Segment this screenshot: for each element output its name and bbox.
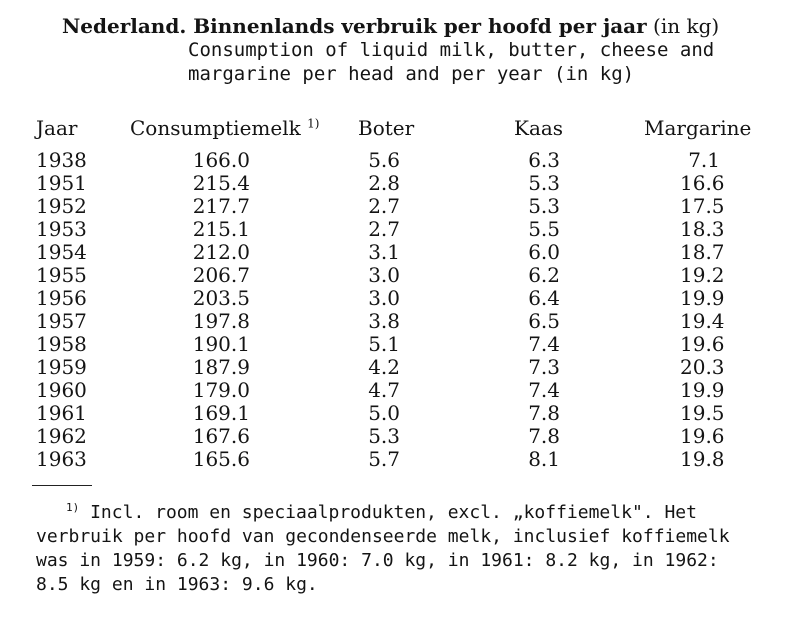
cell-cheese: 6.0	[528, 240, 560, 264]
cell-cheese: 7.8	[528, 424, 560, 448]
cell-margarine: 19.5	[680, 401, 725, 425]
table-row	[0, 171, 800, 193]
cell-milk: 203.5	[192, 286, 250, 310]
cell-margarine: 19.9	[680, 286, 725, 310]
footnote-marker: 1)	[66, 501, 80, 514]
cell-butter: 3.0	[368, 263, 400, 287]
footnote-line1-text: Incl. room en speciaalprodukten, excl. „koffiemelk". Het	[90, 502, 697, 523]
cell-butter: 2.8	[368, 171, 400, 195]
table-row	[0, 355, 800, 377]
cell-milk: 167.6	[192, 424, 250, 448]
cell-butter: 5.7	[368, 447, 400, 471]
cell-cheese: 5.3	[528, 171, 560, 195]
cell-year: 1962	[36, 424, 87, 448]
title-dutch	[62, 14, 719, 38]
cell-butter: 5.0	[368, 401, 400, 425]
cell-year: 1956	[36, 286, 87, 310]
footnote	[36, 496, 776, 597]
cell-margarine: 19.4	[680, 309, 725, 333]
cell-butter: 5.1	[368, 332, 400, 356]
cell-year: 1958	[36, 332, 87, 356]
cell-margarine: 19.6	[680, 332, 725, 356]
cell-year: 1952	[36, 194, 87, 218]
cell-milk: 215.1	[192, 217, 250, 241]
cell-butter: 2.7	[368, 194, 400, 218]
table-row	[0, 148, 800, 170]
cell-milk: 190.1	[192, 332, 250, 356]
cell-butter: 5.3	[368, 424, 400, 448]
cell-margarine: 20.3	[680, 355, 725, 379]
cell-margarine: 16.6	[680, 171, 725, 195]
table-row	[0, 309, 800, 331]
footnote-line4: 8.5 kg en in 1963: 9.6 kg.	[36, 574, 318, 595]
table-row	[0, 240, 800, 262]
table-row	[0, 263, 800, 285]
cell-year: 1938	[36, 148, 87, 172]
cell-year: 1951	[36, 171, 87, 195]
title-english-line2: margarine per head and per year (in kg)	[188, 63, 635, 85]
header-milk-note: 1)	[307, 116, 320, 131]
cell-cheese: 6.3	[528, 148, 560, 172]
cell-milk: 212.0	[192, 240, 250, 264]
cell-milk: 165.6	[192, 447, 250, 471]
table-row	[0, 378, 800, 400]
title-dutch-bold: Nederland. Binnenlands verbruik per hoofd per jaar	[62, 14, 647, 38]
title-unit: (in kg)	[653, 14, 720, 38]
cell-margarine: 18.3	[680, 217, 725, 241]
table-row	[0, 447, 800, 469]
cell-cheese: 5.3	[528, 194, 560, 218]
footnote-line3: was in 1959: 6.2 kg, in 1960: 7.0 kg, in 1961: 8.2 kg, in 1962:	[36, 550, 719, 571]
cell-year: 1957	[36, 309, 87, 333]
cell-margarine: 19.8	[680, 447, 725, 471]
cell-margarine: 19.9	[680, 378, 725, 402]
cell-butter: 4.2	[368, 355, 400, 379]
cell-butter: 3.8	[368, 309, 400, 333]
cell-margarine: 19.6	[680, 424, 725, 448]
cell-margarine: 17.5	[680, 194, 725, 218]
cell-milk: 187.9	[192, 355, 250, 379]
footnote-line2: verbruik per hoofd van gecondenseerde melk, inclusief koffiemelk	[36, 526, 730, 547]
header-cheese: Kaas	[514, 116, 564, 140]
cell-year: 1963	[36, 447, 87, 471]
table-row	[0, 217, 800, 239]
cell-cheese: 7.4	[528, 378, 560, 402]
cell-margarine: 18.7	[680, 240, 725, 264]
cell-year: 1955	[36, 263, 87, 287]
header-margarine: Margarine	[644, 116, 752, 140]
cell-butter: 5.6	[368, 148, 400, 172]
cell-milk: 215.4	[192, 171, 250, 195]
cell-milk: 206.7	[192, 263, 250, 287]
cell-margarine: 7.1	[688, 148, 720, 172]
cell-milk: 197.8	[192, 309, 250, 333]
header-milk-label: Consumptiemelk	[130, 116, 301, 140]
cell-butter: 3.0	[368, 286, 400, 310]
header-butter: Boter	[358, 116, 415, 140]
cell-cheese: 6.5	[528, 309, 560, 333]
cell-year: 1954	[36, 240, 87, 264]
cell-margarine: 19.2	[680, 263, 725, 287]
cell-cheese: 7.4	[528, 332, 560, 356]
cell-cheese: 5.5	[528, 217, 560, 241]
cell-cheese: 7.8	[528, 401, 560, 425]
title-english	[188, 38, 768, 86]
cell-year: 1960	[36, 378, 87, 402]
cell-milk: 166.0	[192, 148, 250, 172]
header-year: Jaar	[36, 116, 78, 140]
title-english-line1: Consumption of liquid milk, butter, cheese and	[188, 39, 715, 61]
footnote-divider	[32, 485, 92, 486]
footnote-line1	[36, 496, 776, 525]
cell-cheese: 6.4	[528, 286, 560, 310]
table-row	[0, 286, 800, 308]
cell-milk: 217.7	[192, 194, 250, 218]
cell-butter: 2.7	[368, 217, 400, 241]
cell-milk: 169.1	[192, 401, 250, 425]
cell-cheese: 6.2	[528, 263, 560, 287]
cell-milk: 179.0	[192, 378, 250, 402]
cell-butter: 3.1	[368, 240, 400, 264]
header-milk	[130, 116, 319, 140]
cell-year: 1953	[36, 217, 87, 241]
cell-cheese: 8.1	[528, 447, 560, 471]
table-row	[0, 401, 800, 423]
cell-year: 1961	[36, 401, 87, 425]
table-row	[0, 194, 800, 216]
cell-butter: 4.7	[368, 378, 400, 402]
cell-cheese: 7.3	[528, 355, 560, 379]
table-row	[0, 424, 800, 446]
table-row	[0, 332, 800, 354]
cell-year: 1959	[36, 355, 87, 379]
